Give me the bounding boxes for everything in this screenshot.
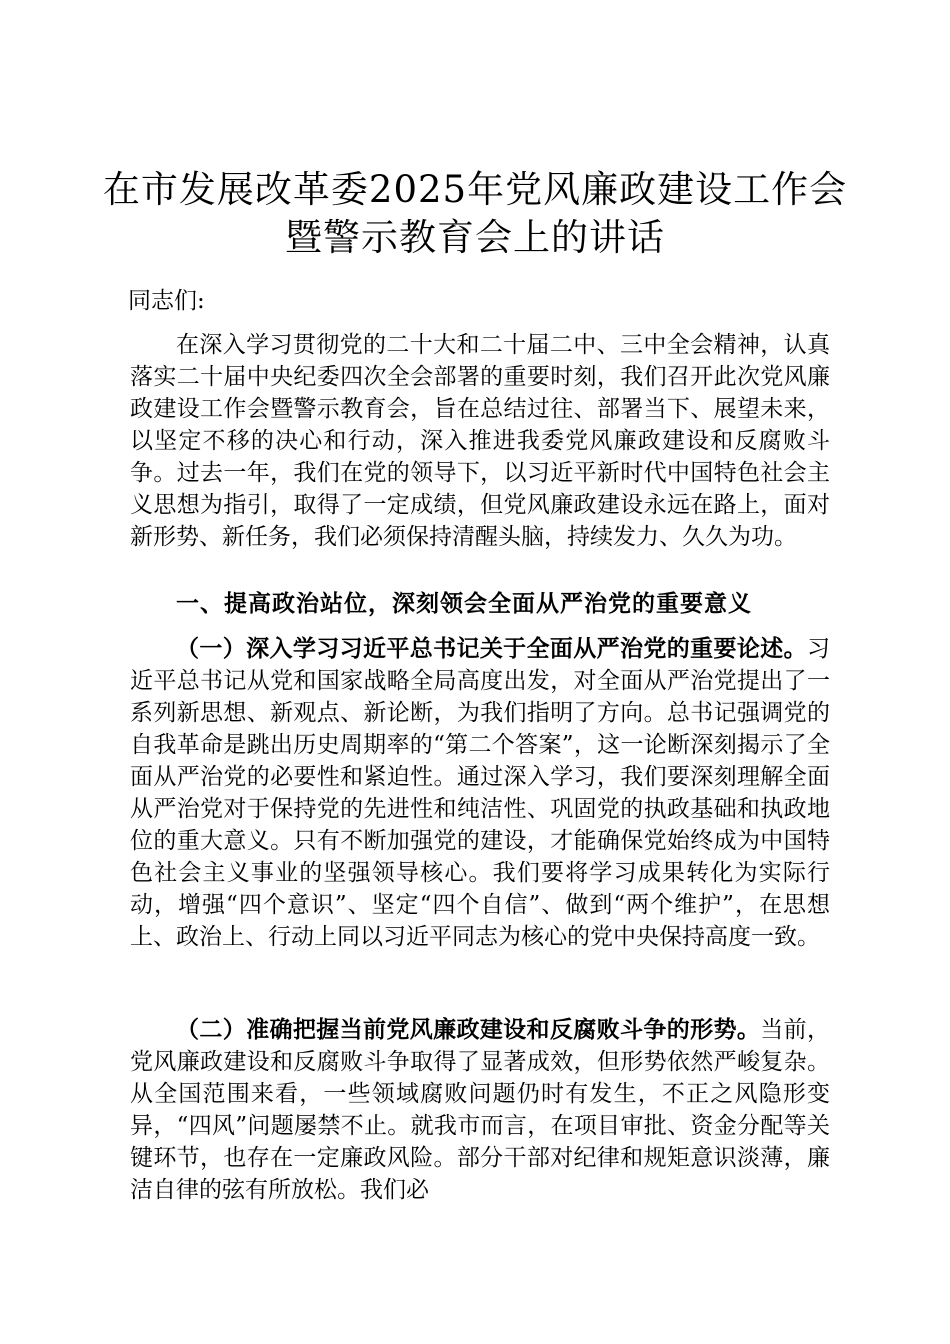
intro-paragraph: 在深入学习贯彻党的二十大和二十届二中、三中全会精神，认真落实二十届中央纪委四次全会部署的重要时刻，我们召开此次党风廉政建设工作会暨警示教育会，旨在总结过往、部署当下、展望未来，以坚定不移的决心和行动，深入推进我委党风廉政建设和反腐败斗争。过去一年，我们在党的领导下，以习近平新时代中国特色社会主义思想为指引，取得了一定成绩，但党风廉政建设永远在路上，面对新形势、新任务，我们必须保持清醒头脑，持续发力、久久为功。 xyxy=(130,332,830,550)
title-line-1: 在市发展改革委2025年党风廉政建设工作会 xyxy=(102,168,848,211)
item-1-body: 习近平总书记从党和国家战略全局高度出发，对全面从严治党提出了一系列新思想、新观点、新论断，为我们指明了方向。总书记强调党的自我革命是跳出历史周期率的“第二个答案”，这一论断深刻揭示了全面从严治党的必要性和紧迫性。通过深入学习，我们要深刻理解全面从严治党对于保持党的先进性和纯洁性、巩固党的执政基础和执政地位的重大意义。只有不断加强党的建设，才能确保党始终成为中国特色社会主义事业的坚强领导核心。我们要将学习成果转化为实际行动，增强“四个意识”、坚定“四个自信”、做到“两个维护”，在思想上、政治上、行动上同以习近平同志为核心的党中央保持高度一致。 xyxy=(130,636,830,950)
item-2-paragraph xyxy=(130,1014,830,1206)
greeting: 同志们: xyxy=(128,288,205,314)
item-1-paragraph xyxy=(130,633,830,953)
item-2-lead: （二）准确把握当前党风廉政建设和反腐败斗争的形势。 xyxy=(176,1016,761,1043)
document-title xyxy=(0,166,950,262)
section-heading-1: 一、提高政治站位，深刻领会全面从严治党的重要意义 xyxy=(176,590,752,617)
item-1-lead: （一）深入学习习近平总书记关于全面从严治党的重要论述。 xyxy=(176,635,807,662)
title-line-2: 暨警示教育会上的讲话 xyxy=(285,216,665,259)
item-2-body: 当前，党风廉政建设和反腐败斗争取得了显著成效，但形势依然严峻复杂。从全国范围来看，一些领域腐败问题仍时有发生，不正之风隐形变异，“四风”问题屡禁不止。就我市而言，在项目审批、资金分配等关键环节，也存在一定廉政风险。部分干部对纪律和规矩意识淡薄，廉洁自律的弦有所放松。我们必 xyxy=(130,1017,831,1203)
